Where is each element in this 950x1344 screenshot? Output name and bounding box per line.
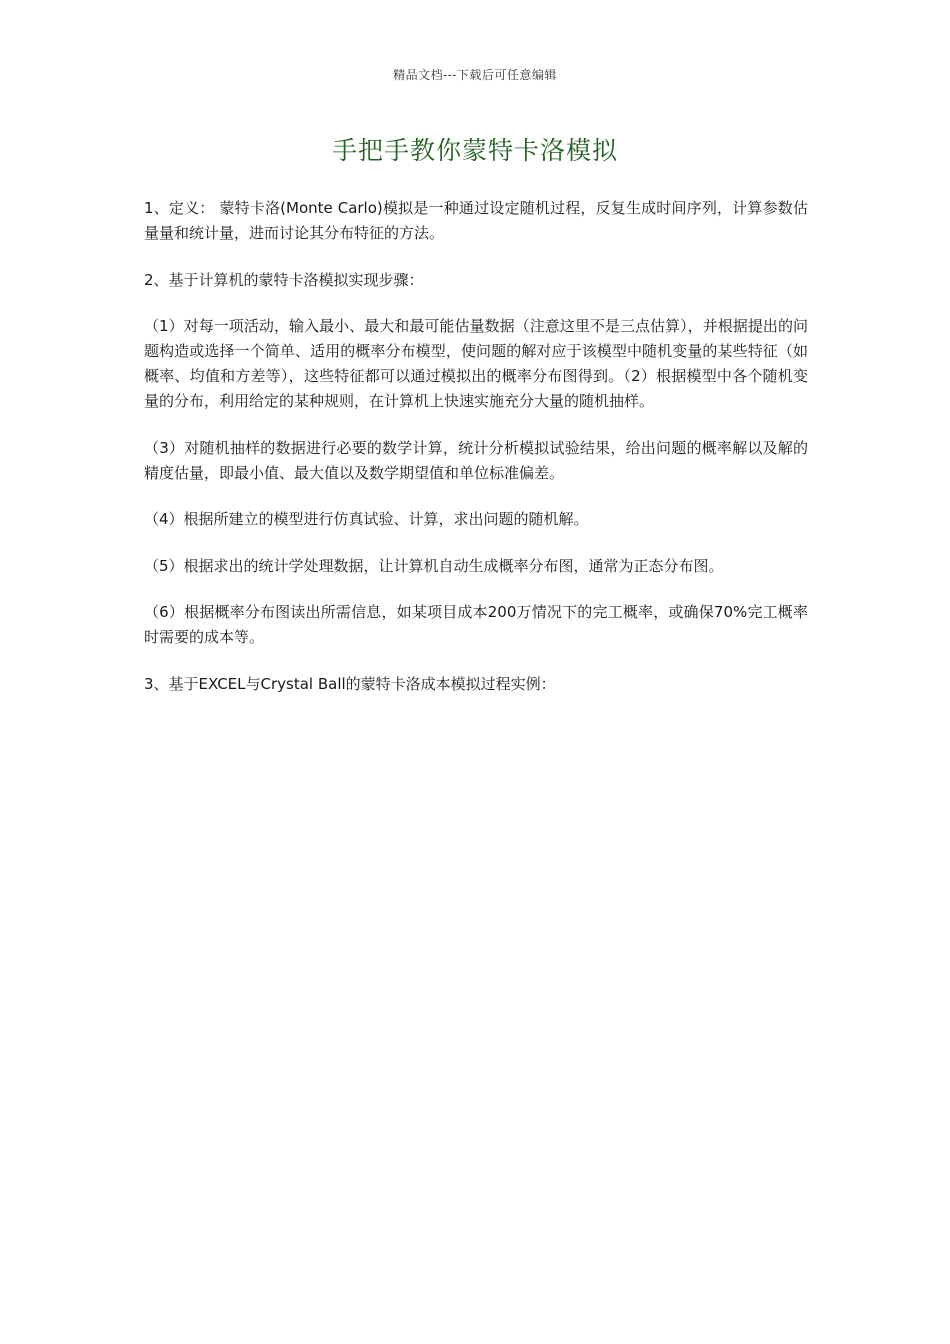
paragraph-step-6: （6）根据概率分布图读出所需信息，如某项目成本200万情况下的完工概率，或确保70%完工概率时需要的成本等。 — [144, 603, 808, 646]
paragraph-definition: 1、定义： 蒙特卡洛(Monte Carlo)模拟是一种通过设定随机过程，反复生成时间序列，计算参数估量量和统计量，进而讨论其分布特征的方法。 — [144, 199, 808, 242]
document-title: 手把手教你蒙特卡洛模拟 — [331, 136, 618, 165]
paragraph-example-heading: 3、基于EXCEL与Crystal Ball的蒙特卡洛成本模拟过程实例： — [144, 674, 556, 693]
paragraph-step-1-2: （1）对每一项活动，输入最小、最大和最可能估量数据（注意这里不是三点估算），并根据提出的问题构造或选择一个简单、适用的概率分布模型，使问题的解对应于该模型中随机变量的某些特征（如概率、均值和方差等），这些特征都可以通过模拟出的概率分布图得到。（2）根据模型中各个随机变量的分布，利用给定的某种规则，在计算机上快速实施充分大量的随机抽样。 — [144, 317, 808, 410]
paragraph-step-4: （4）根据所建立的模型进行仿真试验、计算，求出问题的随机解。 — [144, 510, 589, 528]
page-header: 精品文档---下载后可任意编辑 — [393, 68, 557, 82]
paragraph-step-5: （5）根据求出的统计学处理数据，让计算机自动生成概率分布图，通常为正态分布图。 — [144, 556, 724, 575]
paragraph-steps-heading: 2、基于计算机的蒙特卡洛模拟实现步骤： — [144, 270, 424, 289]
document-body — [144, 196, 808, 718]
paragraph-step-3: （3）对随机抽样的数据进行必要的数学计算，统计分析模拟试验结果，给出问题的概率解以及解的精度估量，即最小值、最大值以及数学期望值和单位标准偏差。 — [144, 438, 808, 482]
